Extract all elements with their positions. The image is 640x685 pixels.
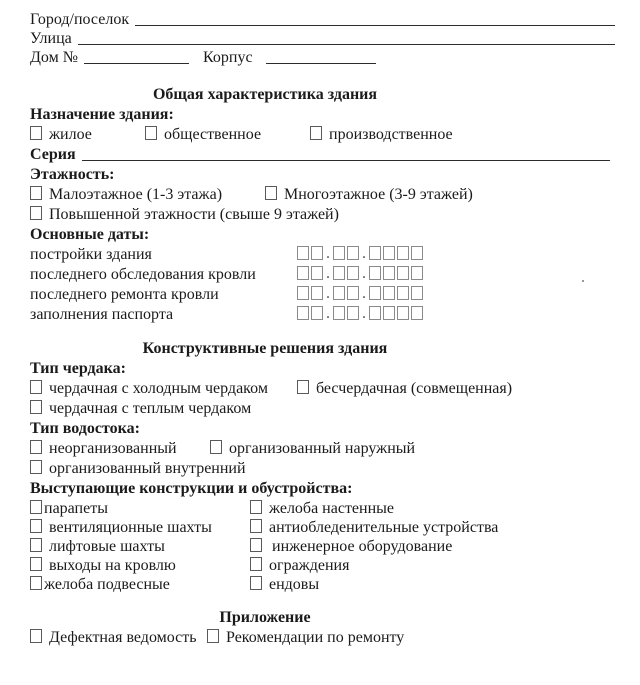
purpose-options-row bbox=[30, 125, 615, 145]
checkbox-unorganized-drain[interactable] bbox=[30, 440, 42, 454]
date-digit-box[interactable] bbox=[369, 286, 381, 300]
city-label: Город/поселок bbox=[30, 11, 130, 28]
date-digit-box[interactable] bbox=[397, 286, 409, 300]
date-separator-dot: . bbox=[362, 305, 366, 322]
checkbox-industrial[interactable] bbox=[310, 126, 322, 140]
section-title-general: Общая характеристика здания bbox=[152, 86, 378, 103]
series-label: Серия bbox=[30, 146, 76, 163]
date-digit-box[interactable] bbox=[333, 246, 345, 260]
checkbox-label: ограждения bbox=[269, 557, 350, 574]
option-organized-internal-drain bbox=[30, 459, 246, 479]
checkbox-label: антиобледенительные устройства bbox=[269, 519, 499, 536]
date-row-passport-filled bbox=[30, 305, 615, 325]
date-digit-box[interactable] bbox=[397, 246, 409, 260]
checkbox-residential[interactable] bbox=[30, 126, 42, 140]
street-label: Улица bbox=[30, 30, 72, 47]
floors-row-1 bbox=[30, 185, 615, 205]
checkbox-hanging-gutters[interactable] bbox=[30, 576, 42, 590]
date-digit-box[interactable] bbox=[347, 286, 359, 300]
checkbox-fencing[interactable] bbox=[250, 557, 262, 571]
checkbox-label: Дефектная ведомость bbox=[49, 629, 197, 646]
checkbox-label: Многоэтажное (3-9 этажей) bbox=[284, 186, 473, 203]
checkbox-valleys[interactable] bbox=[250, 576, 262, 590]
checkbox-high-rise[interactable] bbox=[30, 206, 42, 220]
checkbox-elevator-shafts[interactable] bbox=[30, 538, 42, 552]
date-digit-box[interactable] bbox=[333, 286, 345, 300]
dates-heading: Основные даты: bbox=[30, 226, 150, 243]
option-hanging-gutters bbox=[30, 575, 250, 594]
checkbox-cold-attic[interactable] bbox=[30, 380, 42, 394]
section-title-appendix: Приложение bbox=[219, 609, 311, 626]
option-residential bbox=[30, 125, 145, 145]
option-roof-exits bbox=[30, 556, 250, 575]
option-defect-list bbox=[30, 628, 207, 648]
date-row-last-repair bbox=[30, 285, 615, 305]
date-digit-box[interactable] bbox=[397, 306, 409, 320]
protruding-heading: Выступающие конструкции и обустройства: bbox=[30, 480, 353, 497]
checkbox-label: организованный внутренний bbox=[49, 460, 246, 477]
date-boxes-last-repair bbox=[297, 286, 425, 300]
attic-row-1 bbox=[30, 379, 615, 399]
date-digit-box[interactable] bbox=[411, 246, 423, 260]
street-row bbox=[30, 29, 615, 48]
date-digit-box[interactable] bbox=[311, 286, 323, 300]
checkbox-low-rise[interactable] bbox=[30, 186, 42, 200]
option-warm-attic bbox=[30, 399, 251, 419]
date-digit-box[interactable] bbox=[311, 246, 323, 260]
date-label: заполнения паспорта bbox=[30, 306, 174, 323]
date-separator-dot: . bbox=[362, 265, 366, 282]
checkbox-label: Малоэтажное (1-3 этажа) bbox=[49, 186, 223, 203]
date-digit-box[interactable] bbox=[297, 286, 309, 300]
date-boxes-last-inspection bbox=[297, 266, 425, 280]
checkbox-label: выходы на кровлю bbox=[49, 557, 176, 574]
date-separator-dot: . bbox=[326, 285, 330, 302]
protruding-row-4 bbox=[30, 556, 615, 575]
option-unorganized-drain bbox=[30, 439, 210, 459]
house-number-label: Дом № bbox=[30, 49, 78, 66]
drain-heading: Тип водостока: bbox=[30, 420, 140, 437]
building-label: Корпус bbox=[203, 49, 253, 66]
checkbox-label: инженерное оборудование bbox=[272, 538, 453, 555]
checkbox-label: ендовы bbox=[269, 576, 320, 593]
section-title-constructive: Конструктивные решения здания bbox=[142, 340, 388, 357]
date-separator-dot: . bbox=[326, 305, 330, 322]
attic-row-2 bbox=[30, 399, 615, 419]
date-digit-box[interactable] bbox=[369, 266, 381, 280]
date-row-last-inspection bbox=[30, 265, 615, 285]
checkbox-parapets[interactable] bbox=[30, 500, 42, 514]
checkbox-organized-internal-drain[interactable] bbox=[30, 460, 42, 474]
date-digit-box[interactable] bbox=[347, 246, 359, 260]
option-cold-attic bbox=[30, 379, 297, 399]
option-anti-icing-devices bbox=[250, 518, 498, 537]
checkbox-label: Повышенной этажности (свыше 9 этажей) bbox=[49, 206, 339, 223]
building-blank-line[interactable] bbox=[266, 51, 376, 64]
appendix-row bbox=[30, 628, 615, 648]
option-repair-recommendations bbox=[207, 628, 404, 648]
checkbox-repair-recommendations[interactable] bbox=[207, 629, 219, 643]
house-number-blank-line[interactable] bbox=[84, 51, 189, 64]
protruding-row-5 bbox=[30, 575, 615, 594]
checkbox-label: вентиляционные шахты bbox=[49, 519, 212, 536]
option-multi-storey bbox=[265, 185, 473, 205]
checkbox-multi-storey[interactable] bbox=[265, 186, 277, 200]
date-label: последнего обследования кровли bbox=[30, 266, 256, 283]
city-blank-line[interactable] bbox=[135, 13, 615, 26]
option-low-rise bbox=[30, 185, 265, 205]
option-valleys bbox=[250, 575, 319, 594]
checkbox-label: жилое bbox=[49, 126, 92, 143]
date-digit-box[interactable] bbox=[383, 266, 395, 280]
purpose-heading: Назначение здания: bbox=[30, 106, 174, 123]
option-ventilation-shafts bbox=[30, 518, 250, 537]
option-wall-gutters bbox=[250, 499, 394, 518]
scan-speck bbox=[582, 280, 584, 282]
checkbox-label: бесчердачная (совмещенная) bbox=[316, 380, 513, 397]
date-separator-dot: . bbox=[362, 245, 366, 262]
checkbox-public[interactable] bbox=[145, 126, 157, 140]
floors-row-2 bbox=[30, 205, 615, 225]
date-boxes-construction bbox=[297, 246, 425, 260]
checkbox-ventilation-shafts[interactable] bbox=[30, 519, 42, 533]
date-separator-dot: . bbox=[326, 245, 330, 262]
checkbox-label: желоба настенные bbox=[269, 500, 395, 517]
date-digit-box[interactable] bbox=[383, 306, 395, 320]
date-digit-box[interactable] bbox=[411, 306, 423, 320]
checkbox-label: чердачная с теплым чердаком bbox=[49, 400, 252, 417]
checkbox-label: Рекомендации по ремонту bbox=[226, 629, 405, 646]
option-no-attic bbox=[297, 379, 512, 399]
city-row bbox=[30, 10, 615, 29]
date-label: последнего ремонта кровли bbox=[30, 286, 219, 303]
option-public bbox=[145, 125, 310, 145]
checkbox-anti-icing-devices[interactable] bbox=[250, 519, 262, 533]
drain-row-2 bbox=[30, 459, 615, 479]
floors-heading: Этажность: bbox=[30, 166, 115, 183]
date-row-construction bbox=[30, 245, 615, 265]
checkbox-wall-gutters[interactable] bbox=[250, 500, 262, 514]
option-fencing bbox=[250, 556, 349, 575]
date-digit-box[interactable] bbox=[347, 306, 359, 320]
protruding-row-3 bbox=[30, 537, 615, 556]
checkbox-label: организованный наружный bbox=[229, 440, 416, 457]
checkbox-warm-attic[interactable] bbox=[30, 400, 42, 414]
option-high-rise bbox=[30, 205, 339, 225]
option-engineering-equipment bbox=[250, 537, 452, 556]
date-digit-box[interactable] bbox=[369, 306, 381, 320]
drain-row-1 bbox=[30, 439, 615, 459]
checkbox-engineering-equipment[interactable] bbox=[250, 538, 262, 552]
date-separator-dot: . bbox=[326, 265, 330, 282]
date-digit-box[interactable] bbox=[297, 266, 309, 280]
checkbox-label: парапеты bbox=[44, 500, 108, 517]
street-blank-line[interactable] bbox=[78, 32, 615, 45]
attic-heading: Тип чердака: bbox=[30, 360, 126, 377]
checkbox-label: желоба подвесные bbox=[44, 576, 170, 593]
checkbox-label: неорганизованный bbox=[49, 440, 177, 457]
checkbox-label: производственное bbox=[329, 126, 453, 143]
checkbox-organized-external-drain[interactable] bbox=[210, 440, 222, 454]
date-digit-box[interactable] bbox=[383, 286, 395, 300]
option-elevator-shafts bbox=[30, 537, 250, 556]
checkbox-label: чердачная с холодным чердаком bbox=[49, 380, 268, 397]
option-industrial bbox=[310, 125, 453, 145]
date-digit-box[interactable] bbox=[333, 306, 345, 320]
date-digit-box[interactable] bbox=[397, 266, 409, 280]
protruding-row-1 bbox=[30, 499, 615, 518]
option-organized-external-drain bbox=[210, 439, 415, 459]
date-digit-box[interactable] bbox=[347, 266, 359, 280]
date-digit-box[interactable] bbox=[369, 246, 381, 260]
date-digit-box[interactable] bbox=[411, 286, 423, 300]
date-digit-box[interactable] bbox=[297, 246, 309, 260]
series-blank-line[interactable] bbox=[82, 148, 610, 161]
date-boxes-passport-filled bbox=[297, 306, 425, 320]
protruding-row-2 bbox=[30, 518, 615, 537]
date-separator-dot: . bbox=[362, 285, 366, 302]
house-row bbox=[30, 48, 615, 67]
date-digit-box[interactable] bbox=[333, 266, 345, 280]
option-parapets bbox=[30, 499, 250, 518]
checkbox-no-attic[interactable] bbox=[297, 380, 309, 394]
date-digit-box[interactable] bbox=[411, 266, 423, 280]
date-digit-box[interactable] bbox=[311, 266, 323, 280]
date-digit-box[interactable] bbox=[297, 306, 309, 320]
checkbox-defect-list[interactable] bbox=[30, 629, 42, 643]
checkbox-label: лифтовые шахты bbox=[49, 538, 165, 555]
date-label: постройки здания bbox=[30, 246, 152, 263]
date-digit-box[interactable] bbox=[311, 306, 323, 320]
series-row bbox=[30, 145, 615, 165]
checkbox-label: общественное bbox=[164, 126, 262, 143]
checkbox-roof-exits[interactable] bbox=[30, 557, 42, 571]
date-digit-box[interactable] bbox=[383, 246, 395, 260]
